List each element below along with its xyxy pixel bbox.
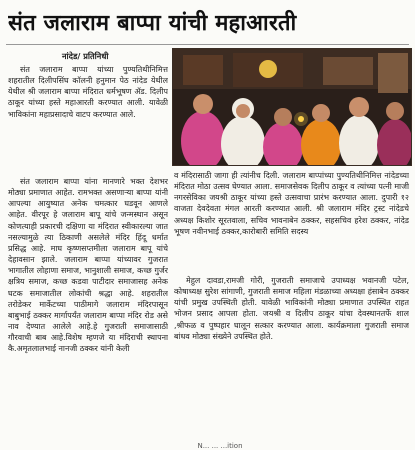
article-photo [172, 48, 412, 166]
column-right-top [174, 170, 409, 270]
paragraph: मेहुल दावडा,रामजी गोरी, गुजराती समाजाचे उपाध्यक्ष भवानजी पटेल, कोषाध्यक्ष सुरेश सांगाणी, गुजराती समाज महिला मंडळाच्या अध्यक्षा हंसाबेन ठक्कर यांची प्रमुख उपस्थिती होती. यावेळी भाविकांनी मोठ्या प्रमाणात उपस्थित राहत भोजन प्रसाद आपला होता. जयश्री व दिलीप ठाकूर यांचा देवस्थानतर्फे शाल ,श्रीफळ व पुष्पहार घालून सत्कार करण्यात आला. कार्यक्रमाला गुजराती समाज बांधव मोठ्या संख्येने उपस्थित होते. [174, 276, 409, 341]
column-left-top [8, 64, 168, 172]
headline-divider [6, 44, 409, 45]
edition-footer: N... ... ...ition [197, 442, 243, 450]
article-headline: संत जलाराम बाप्पा यांची महाआरती [8, 10, 297, 36]
paragraph: संत जलाराम बाप्पा यांच्या पुण्यतिथीनिमित्त शहरातील दिलीपसिंघ कॉलनी हनुमान पेठ नांदेड येथील येथील श्री जलाराम बाप्पा मंदिरात धर्मभूषण ॲड. दिलीप ठाकूर यांच्या हस्ते महाआरती करण्यात आली. यावेळी भाविकांना महाप्रसादाचे वाटप करण्यात आले. [8, 65, 168, 119]
dateline: नांदेड/ प्रतिनिधी [62, 51, 109, 61]
paragraph: व मंदिरासाठी जागा ही त्यांनीच दिली. जलाराम बाप्पांच्या पुण्यतिथीनिमित्त नांदेडच्या मंदिरात मोठा उत्सव घेण्यात आला. समाजसेवक दिलीप ठाकूर व त्यांच्या पत्नी माजी नगरसेविका जयश्री ठाकूर यांच्या हस्ते उत्सवाचा प्रारंभ करण्यात आला. दुपारी १२ वाजता देवदेवता मंगल आरती करण्यात आली. श्री जलाराम मंदिर ट्रस्ट नांदेडचे अध्यक्ष किशोर सूरतवाला, सचिव भावनाबेन ठक्कर, सहसचिव हरेश ठक्कर, नांदेड भूषण नवीनभाई ठक्कर,कारोबारी समिति सदस्य [174, 171, 409, 236]
paragraph: संत जलाराम बाप्पा यांना मानणारे भक्त देशभर मोठ्या प्रमाणात आहेत. रामभक्त असणाऱ्या बाप्पा यांनी आपल्या आयुष्यात अनेक चमत्कार घडवून आणले आहेत. वीरपूर हे जलाराम बापू यांचे जन्मस्थान असून कोणत्याही प्रकारची दक्षिणा या मंदिरात स्वीकारल्या जात नसल्यामुळे त्या ठिकाणी असलेले मंदिर हिंदू धर्मात प्रसिद्ध आहे. माघ कृष्णसप्तमीला जलाराम बापू यांचे देहावसान झाले. जलाराम बाप्पा यांच्यावर गुजरात भागातील लोहाणा समाज, भानुशाली समाज, कच्छ गुर्जर क्षत्रिय समाज, कच्छ कडवा पाटीदार समाजासह अनेक घटक समाजातील लोकांची श्रद्धा आहे. शहरातील तरोडेकर मार्केटच्या पाठीमागे जलाराम मंदिरपासून बाबुभाई ठक्कर मार्गापर्यंत जलाराम बाप्पा मंदिर रोड असे नाव देण्यात आलेले आहे.हे गुजराती समाजासाठी गौरवाची बाब आहे.विशेष म्हणजे या मंदिराची स्थापना कै.अमृतलालभाई नानजी ठक्कर यांनी केली [8, 177, 168, 354]
temple-aarti-photo [173, 49, 411, 165]
column-right-bottom [174, 275, 409, 435]
column-left-bottom [8, 176, 168, 438]
